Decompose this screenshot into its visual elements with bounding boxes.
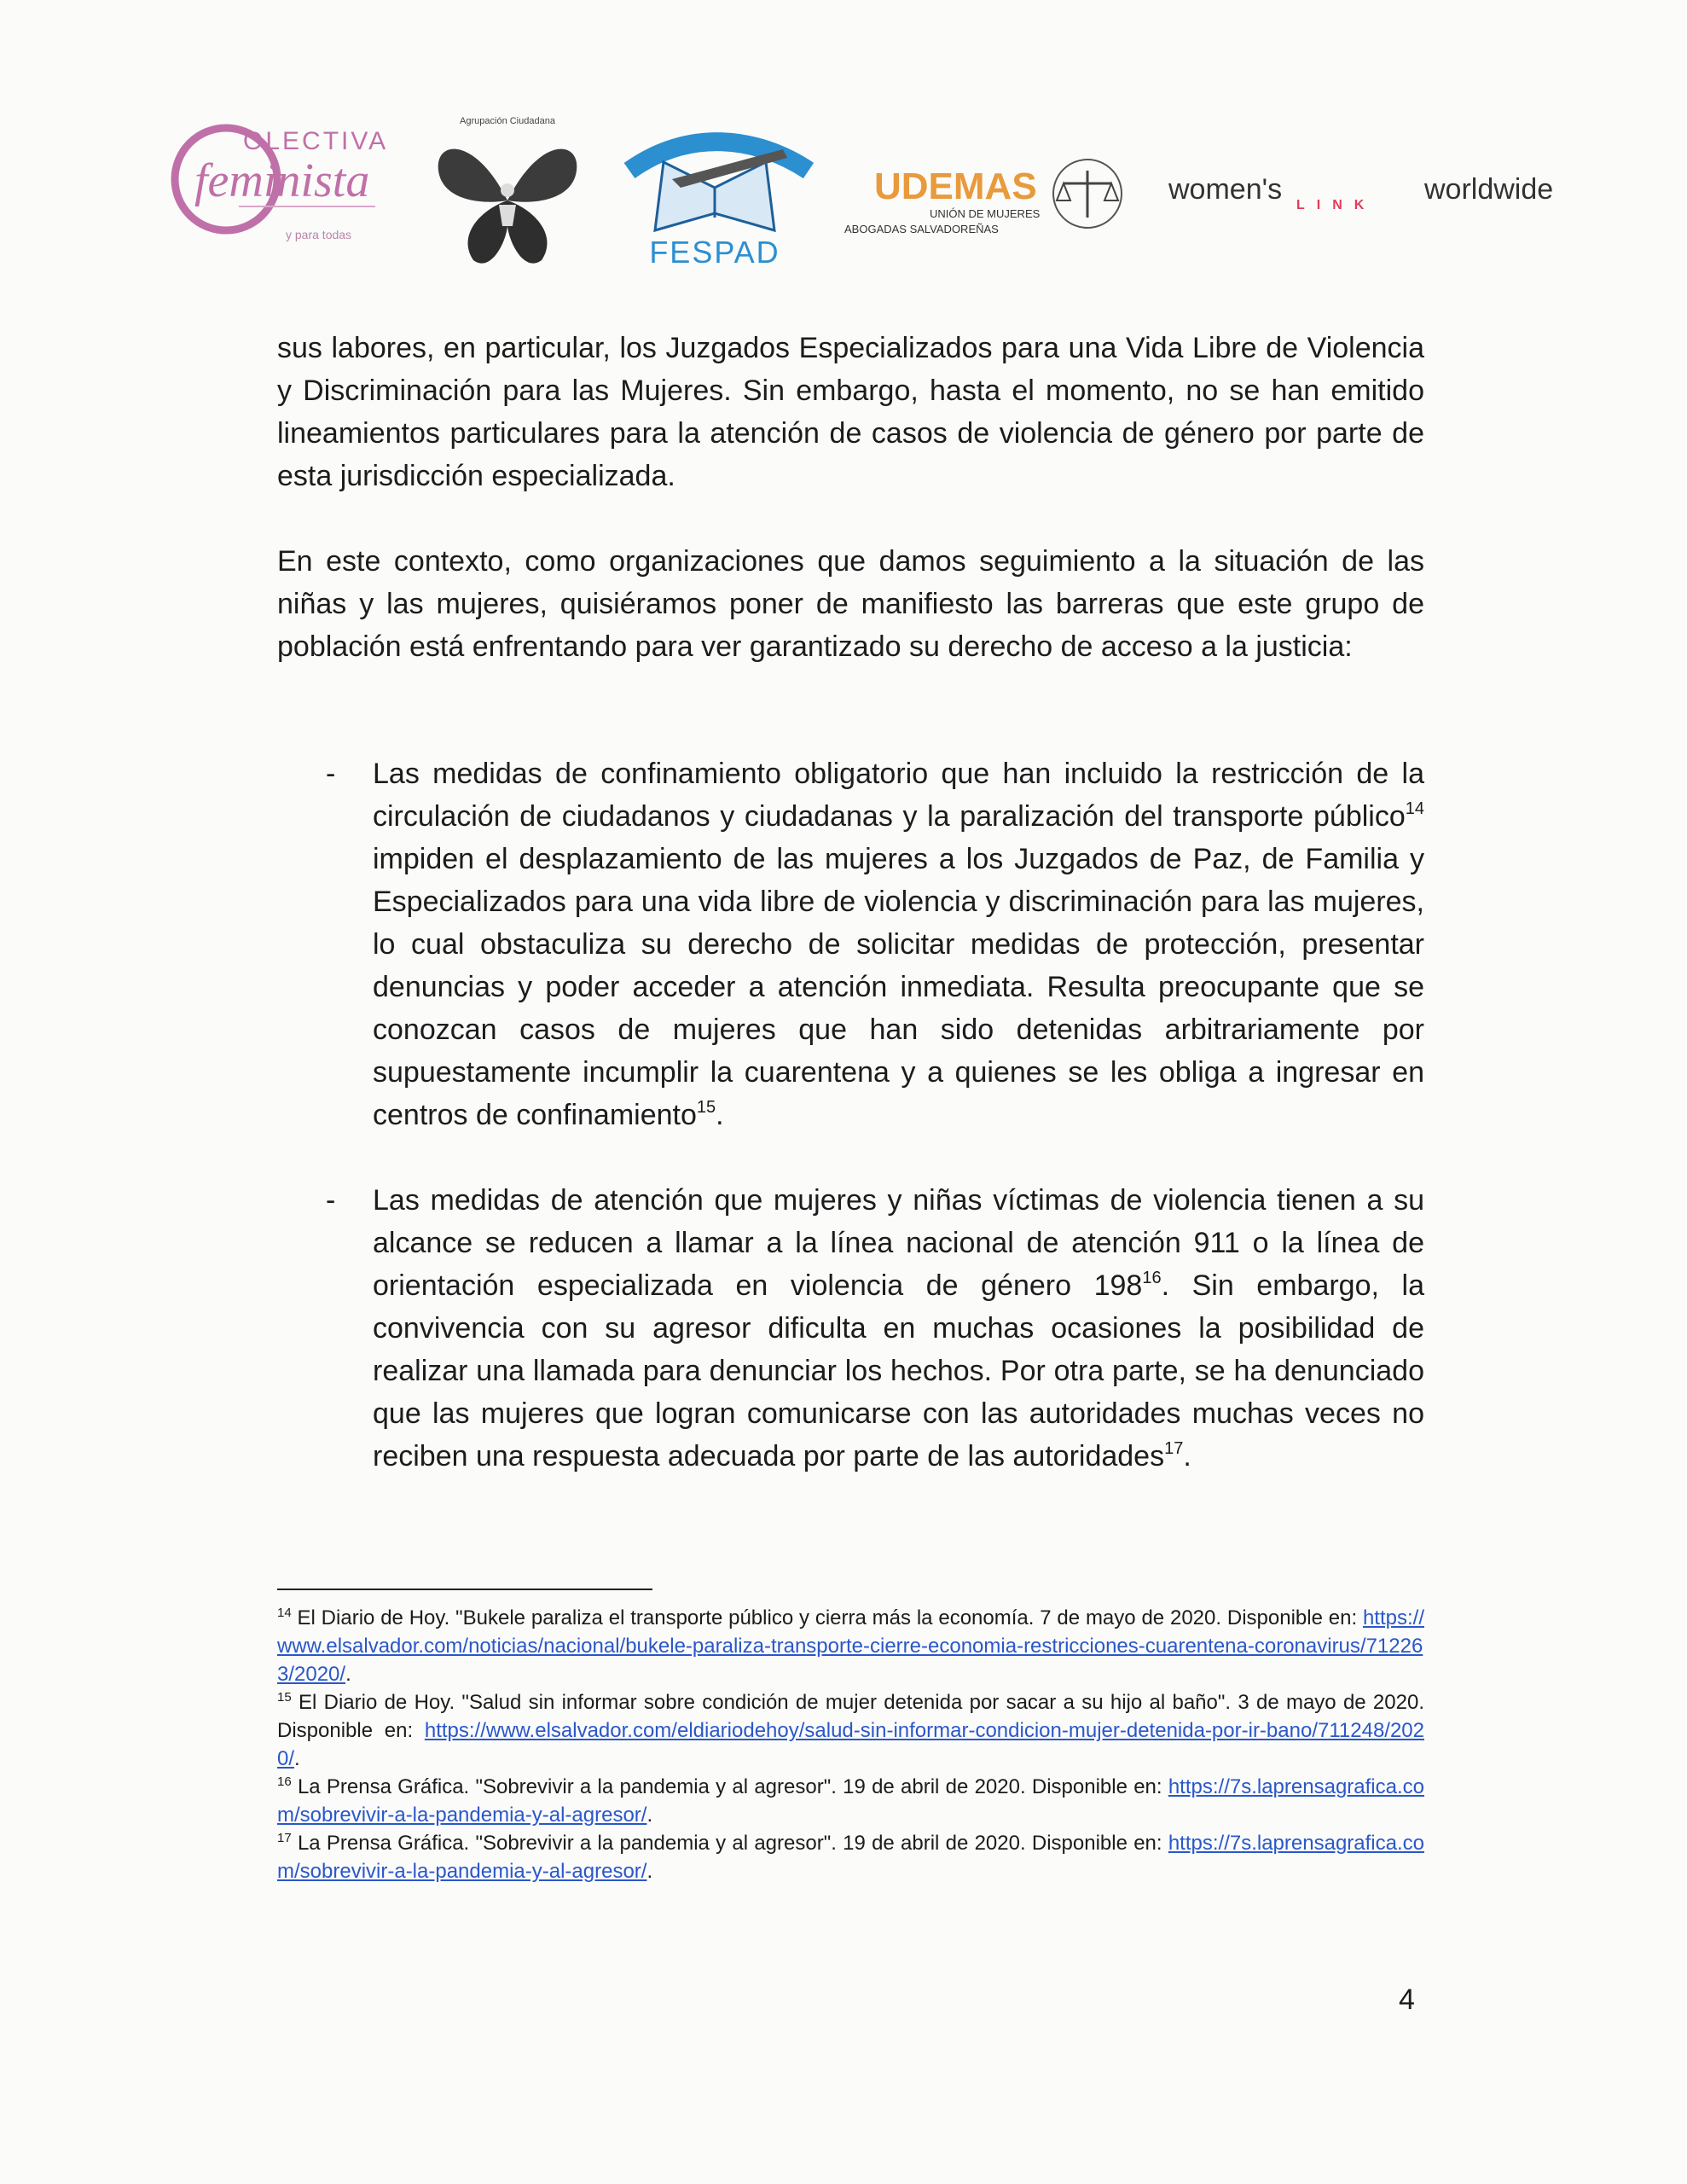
footnote-ref: 16 (1142, 1269, 1162, 1287)
footnote-ref: 15 (696, 1098, 716, 1117)
womenslink-right: worldwide (1424, 173, 1554, 206)
footnote-text: La Prensa Gráfica. "Sobrevivir a la pandemia y al agresor". 19 de abril de 2020. Disponible en: (291, 1775, 1168, 1798)
bullet-marker: - (326, 758, 336, 790)
udemas-logo (840, 158, 1143, 243)
udemas-name: UDEMAS (874, 166, 1037, 207)
footnote-text: El Diario de Hoy. "Salud sin informar sobre condición de mujer detenida por sacar a su hijo al baño". 3 de mayo de 2020. Disponible en: (277, 1691, 1424, 1742)
womenslink-middle: LINK (1296, 198, 1377, 212)
womens-link-worldwide-logo (1164, 166, 1582, 235)
bullet-item (326, 752, 1424, 1136)
intro-paragraph-text: sus labores, en particular, los Juzgados Especializados para una Vida Libre de Violencia y Discriminación para las Mujeres. Sin embargo, hasta el momento, no se han emitido lineamientos particulares para la atención de casos de violencia de género por parte de esta jurisdicción especializada. (277, 332, 1424, 492)
colectiva-line2: feminista (194, 154, 370, 207)
agrupacion-ciudadana-logo (422, 107, 593, 290)
page-number: 4 (1399, 1984, 1415, 2016)
footnote (277, 1604, 1424, 1688)
footnote-ref: 14 (1405, 799, 1424, 818)
bullet-text (373, 752, 1424, 1136)
colectiva-tagline: y para todas (286, 228, 352, 241)
bullet-text-end: . (716, 1099, 724, 1131)
bullet-item (326, 1179, 1424, 1478)
footnote-number: 15 (277, 1690, 292, 1705)
footnote-link[interactable]: https://7s.laprensagrafica.com/sobrevivir-a-la-pandemia-y-al-agresor/ (277, 1832, 1424, 1883)
footnote (277, 1688, 1424, 1773)
footnote-link[interactable]: https://www.elsalvador.com/noticias/nacional/bukele-paraliza-transporte-cierre-economia-restricciones-cuarentena-coronavirus/712263/2020/ (277, 1606, 1424, 1686)
footnote-link[interactable]: https://www.elsalvador.com/eldiariodehoy/salud-sin-informar-condicion-mujer-detenida-por-ir-bano/711248/2020/ (277, 1719, 1424, 1770)
intro-paragraph (277, 327, 1424, 497)
footnote-end: . (646, 1804, 653, 1827)
footnote-text: El Diario de Hoy. "Bukele paraliza el transporte público y cierra más la economía. 7 de mayo de 2020. Disponible en: (291, 1606, 1363, 1629)
bullet-text-part: Las medidas de atención que mujeres y niñas víctimas de violencia tienen a su alcance se reducen a llamar a la línea nacional de atención 911 o la línea de orientación especializada en violencia de género 198 (373, 1184, 1424, 1302)
fespad-logo (612, 111, 817, 269)
fespad-name: FESPAD (649, 235, 780, 269)
bullet-text (373, 1179, 1424, 1478)
bullet-text-end: . (1183, 1440, 1191, 1472)
footnote-end: . (294, 1747, 300, 1770)
bullet-text-part: Las medidas de confinamiento obligatorio que han incluido la restricción de la circulación de ciudadanos y ciudadanas y la paralización del transporte público (373, 758, 1424, 833)
footnote-ref: 17 (1164, 1439, 1184, 1458)
bullet-text-part: . Sin embargo, la convivencia con su agresor dificulta en muchas ocasiones la posibilidad de realizar una llamada para denunciar los hechos. Por otra parte, se ha denunciado que las mujeres que logran comunicarse con las autoridades muchas veces no reciben una respuesta adecuada por parte de las autoridades (373, 1269, 1424, 1472)
footnote-number: 17 (277, 1831, 292, 1845)
footnote-number: 16 (277, 1774, 292, 1789)
footnotes (277, 1604, 1424, 1885)
bullet-marker: - (326, 1184, 336, 1217)
context-paragraph (277, 540, 1424, 668)
bullet-text-part: impiden el desplazamiento de las mujeres a los Juzgados de Paz, de Familia y Especializados para una vida libre de violencia y discriminación para las mujeres, lo cual obstaculiza su derecho de solicitar medidas de protección, presentar denuncias y poder acceder a atención inmediata. Resulta preocupante que se conozcan casos de mujeres que han sido detenidas arbitrariamente por supuestamente incumplir la cuarentena y a quienes se les obliga a ingresar en centros de confinamiento (373, 843, 1424, 1131)
context-paragraph-text: En este contexto, como organizaciones que damos seguimiento a la situación de las niñas y las mujeres, quisiéramos poner de manifiesto las barreras que este grupo de población está enfrentando para ver garantizado su derecho de acceso a la justicia: (277, 545, 1424, 663)
footnote-end: . (646, 1860, 653, 1883)
footnote-number: 14 (277, 1606, 292, 1620)
footnote (277, 1829, 1424, 1885)
womenslink-left: women's (1168, 173, 1283, 206)
udemas-sub1: UNIÓN DE MUJERES (930, 207, 1041, 220)
udemas-sub2: ABOGADAS SALVADOREÑAS (844, 223, 999, 235)
colectiva-feminista-logo (162, 111, 392, 260)
agrupacion-name: Agrupación Ciudadana (460, 116, 555, 126)
footnote-divider (277, 1589, 652, 1590)
footnote-end: . (345, 1663, 351, 1686)
colectiva-line1: OLECTIVA (243, 127, 389, 155)
footnote-text: La Prensa Gráfica. "Sobrevivir a la pandemia y al agresor". 19 de abril de 2020. Disponible en: (291, 1832, 1168, 1855)
footnote-link[interactable]: https://7s.laprensagrafica.com/sobrevivir-a-la-pandemia-y-al-agresor/ (277, 1775, 1424, 1827)
footnote (277, 1773, 1424, 1829)
